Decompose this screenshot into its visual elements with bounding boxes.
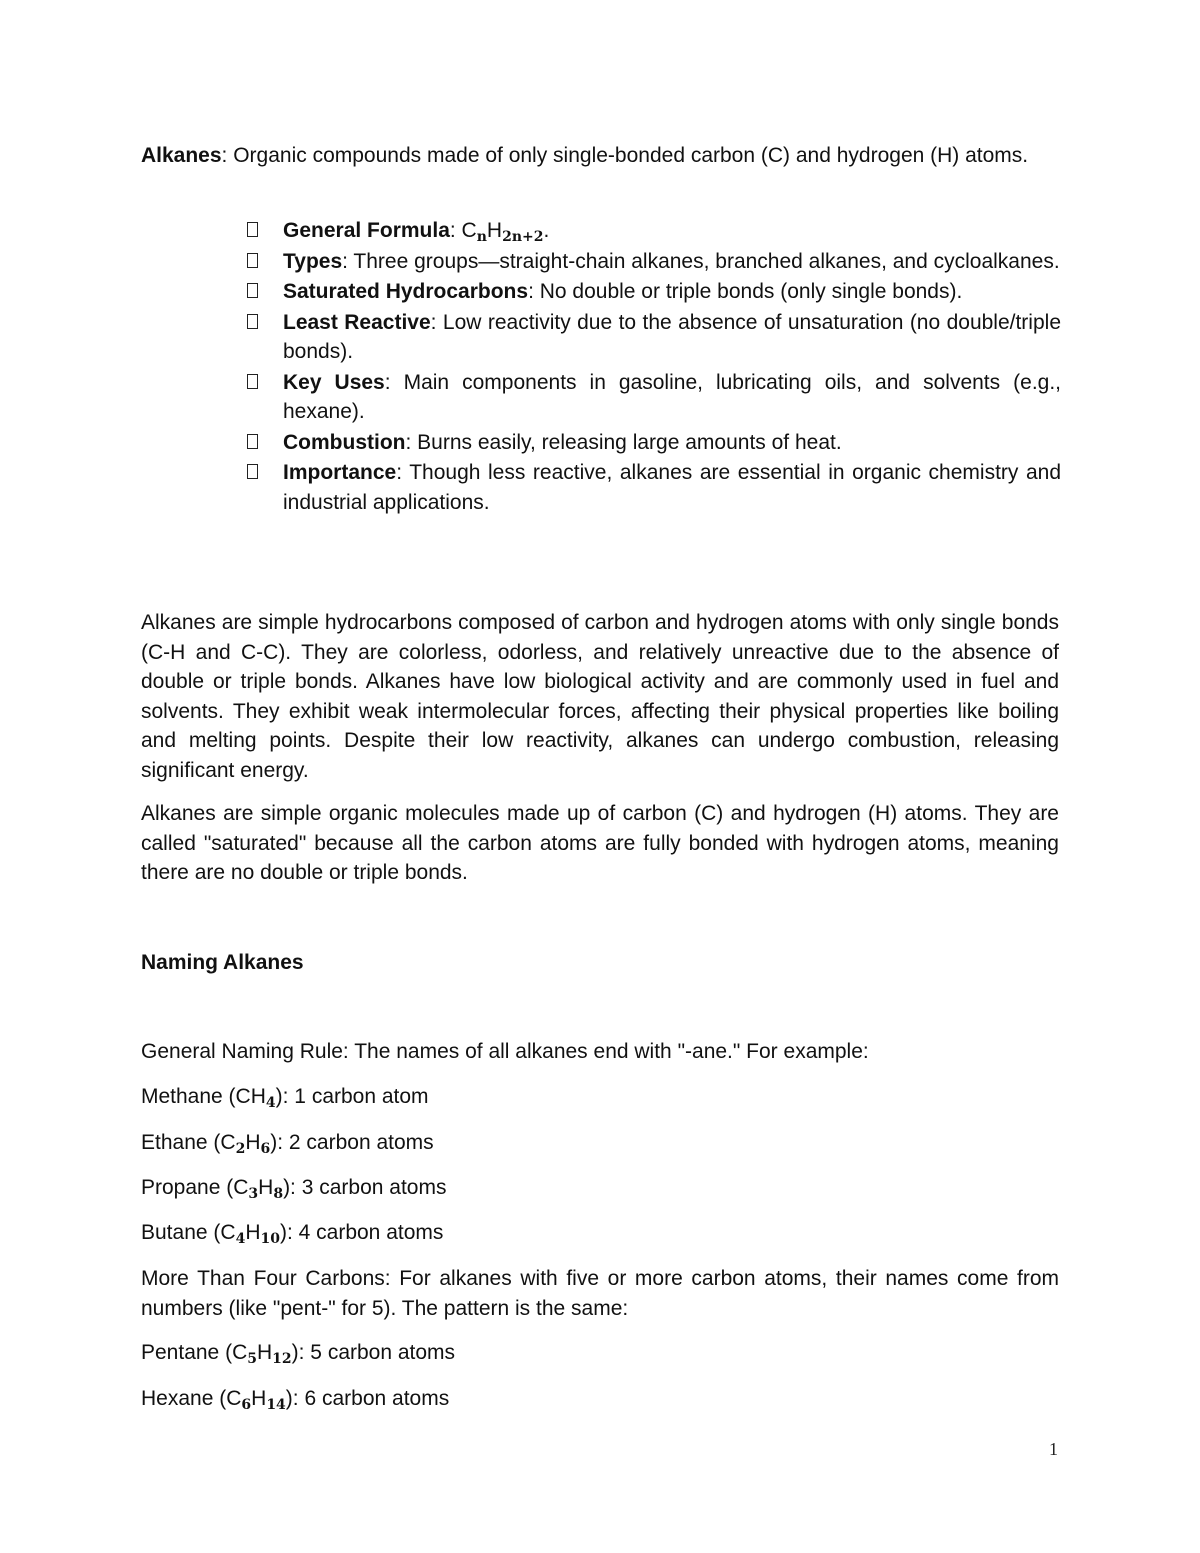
formula-subscript: 4: [235, 1231, 246, 1247]
formula-subscript: 3: [248, 1186, 259, 1202]
list-item: Key Uses: Main components in gasoline, lubricating oils, and solvents (e.g., hexane).: [247, 368, 1061, 427]
bullet-label: Least Reactive: [283, 310, 431, 334]
page-number: 1: [1049, 1439, 1058, 1459]
list-item: Types: Three groups—straight-chain alkanes, branched alkanes, and cycloalkanes.: [247, 247, 1061, 277]
example-line: Ethane $(C_2H_6)$: 2 carbon atoms: [141, 1131, 434, 1157]
section-heading: Naming Alkanes: [141, 951, 304, 974]
example-line: Methane $(CH_4)$: 1 carbon atom: [141, 1085, 429, 1111]
bullet-label: Combustion: [283, 430, 406, 454]
missing-glyph-bullet-icon: [247, 314, 258, 329]
intro-term: Alkanes: [141, 144, 222, 167]
formula-subscript: n: [476, 229, 487, 245]
intro-paragraph: [141, 141, 1061, 171]
list-item: General Formula: $C_nH_{2n+2}$.: [247, 216, 1061, 246]
missing-glyph-bullet-icon: [247, 222, 258, 237]
formula-subscript: 4: [265, 1095, 276, 1111]
example-line: Pentane $(C_5H_{12})$: 5 carbon atoms: [141, 1341, 456, 1367]
example-line: Propane $(C_3H_8)$: 3 carbon atoms: [141, 1176, 447, 1202]
formula-subscript: 10: [260, 1231, 280, 1247]
missing-glyph-bullet-icon: [247, 464, 258, 479]
example-line: Hexane $(C_6H_{14})$: 6 carbon atoms: [141, 1387, 450, 1413]
list-item: Least Reactive: Low reactivity due to the absence of unsaturation (no double/triple bonds).: [247, 308, 1061, 367]
missing-glyph-bullet-icon: [247, 283, 258, 298]
bullet-label: Saturated Hydrocarbons: [283, 280, 529, 303]
formula-subscript: 8: [273, 1186, 284, 1202]
missing-glyph-bullet-icon: [247, 253, 258, 268]
alkane-facts-list: [247, 216, 1061, 518]
formula-subscript: 6: [241, 1397, 252, 1413]
formula-subscript: 5: [247, 1351, 257, 1367]
example-line: Butane $(C_4H_{10})$: 4 carbon atoms: [141, 1221, 444, 1247]
formula-subscript: 14: [266, 1397, 286, 1413]
formula-subscript: 2: [235, 1141, 246, 1157]
bullet-label: General Formula: [283, 219, 450, 242]
formula-subscript: 2n+2: [502, 229, 544, 245]
list-item: Combustion: Burns easily, releasing large amounts of heat.: [247, 428, 1061, 458]
formula-subscript: 6: [260, 1141, 271, 1157]
bullet-label: Key Uses: [283, 370, 385, 394]
bullet-label: Types: [283, 249, 343, 273]
list-item: Saturated Hydrocarbons: No double or triple bonds (only single bonds).: [247, 277, 1061, 307]
missing-glyph-bullet-icon: [247, 434, 258, 449]
missing-glyph-bullet-icon: [247, 374, 258, 389]
body-paragraph: Alkanes are simple organic molecules made up of carbon (C) and hydrogen (H) atoms. They are called "saturated" because all the carbon atoms are fully bonded with hydrogen atoms, meaning there are no double or triple bonds.: [141, 802, 1059, 884]
more-than-four-note: More Than Four Carbons: For alkanes with five or more carbon atoms, their names come from numbers (like "pent-" for 5). The pattern is the same:: [141, 1267, 1059, 1320]
list-item: Importance: Though less reactive, alkanes are essential in organic chemistry and industrial applications.: [247, 458, 1061, 517]
formula-subscript: 12: [272, 1351, 292, 1367]
body-paragraph: Alkanes are simple hydrocarbons composed of carbon and hydrogen atoms with only single bonds (C-H and C-C). They are colorless, odorless, and relatively unreactive due to the absence of double or triple bonds. Alkanes have low biological activity and are commonly used in fuel and solvents. They exhibit weak intermolecular forces, affecting their physical properties like boiling and melting points. Despite their low reactivity, alkanes can undergo combustion, releasing significant energy.: [141, 611, 1059, 782]
intro-definition: : Organic compounds made of only single-bonded carbon (C) and hydrogen (H) atoms.: [221, 144, 1029, 167]
naming-rule: General Naming Rule: The names of all alkanes end with "-ane." For example:: [141, 1040, 869, 1063]
bullet-label: Importance: [283, 461, 397, 484]
